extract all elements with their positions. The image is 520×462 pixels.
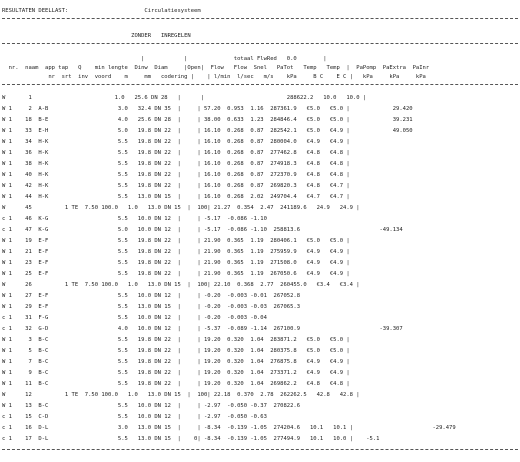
table-row: W 1 1.0 25.6 DN 28 | | 288622.2 10.0 10.0 | xyxy=(2,95,367,101)
table-row: W 26 1 TE 7.50 100.0 1.0 13.0 DN 15 | 100| 22.10 0.368 2.77 260455.0 €3.4 €3.4 | xyxy=(2,282,360,288)
table-row: W 12 1 TE 7.50 100.0 1.0 13.0 DN 15 | 100| 22.18 0.370 2.78 262262.5 42.8 42.8 | xyxy=(2,392,360,398)
table-row: W 1 3 B-C 5.5 19.8 DN 22 | | 19.20 0.320 1.04 283871.2 €5.0 €5.0 | xyxy=(2,337,350,343)
table-row: W 1 2 A-B 3.0 32.4 DN 35 | | 57.20 0.953 1.16 287361.9 €5.0 €5.0 | 29.420 xyxy=(2,106,413,112)
table-row: W 1 38 H-K 5.5 19.8 DN 22 | | 16.10 0.268 0.87 274918.3 €4.8 €4.8 | xyxy=(2,161,350,167)
table-row: W 1 40 H-K 5.5 19.8 DN 22 | | 16.10 0.268 0.87 272370.9 €4.8 €4.8 | xyxy=(2,172,350,178)
table-row: W 1 29 E-F 5.5 13.0 DN 15 | | -0.20 -0.003 -0.03 267065.3 xyxy=(2,304,301,310)
header-line: | | totaal FlwRed 0.0 | xyxy=(2,56,327,62)
table-row: W 1 13 B-C 5.5 10.0 DN 12 | | -2.97 -0.050 -0.37 270822.6 xyxy=(2,403,301,409)
header-line: nr srt inv voord m mm codering | | l/min l/sec m/s kPa B C E C | kPa kPa kPa xyxy=(2,74,426,80)
title-rule xyxy=(2,18,518,19)
subtitle-rule xyxy=(2,43,518,44)
table-row: c 1 46 K-G 5.5 10.0 DN 12 | | -5.17 -0.086 -1.10 xyxy=(2,216,267,222)
results-title-line: RESULTATEN DEELLAST: Circulatiesysteem xyxy=(2,8,201,14)
table-row: c 1 15 C-D 5.5 10.0 DN 12 | | -2.97 -0.050 -0.63 xyxy=(2,414,267,420)
table-row: c 1 47 K-G 5.0 10.0 DN 12 | | -5.17 -0.086 -1.10 258813.6 -49.134 xyxy=(2,227,403,233)
table-row: W 1 42 H-K 5.5 19.8 DN 22 | | 16.10 0.268 0.87 269820.3 €4.8 €4.7 | xyxy=(2,183,350,189)
table-row: W 1 11 B-C 5.5 19.8 DN 22 | | 19.20 0.320 1.04 269862.2 €4.8 €4.8 | xyxy=(2,381,350,387)
bottom-rule xyxy=(2,449,518,450)
table-row: W 1 44 H-K 5.5 13.0 DN 15 | | 16.10 0.268 2.02 249704.4 €4.7 €4.7 | xyxy=(2,194,350,200)
table-row: W 1 19 E-F 5.5 19.8 DN 22 | | 21.90 0.365 1.19 280406.1 €5.0 €5.0 | xyxy=(2,238,350,244)
table-row: W 1 33 E-H 5.0 19.8 DN 22 | | 16.10 0.268 0.87 282542.1 €5.0 €4.9 | 49.050 xyxy=(2,128,413,134)
table-row: W 1 5 B-C 5.5 19.8 DN 22 | | 19.20 0.320 1.04 280375.8 €5.0 €5.0 | xyxy=(2,348,350,354)
table-row: c 1 16 D-L 3.0 13.0 DN 15 | | -8.34 -0.139 -1.05 274204.6 10.1 10.1 | -29.479 xyxy=(2,425,456,431)
table-row: c 1 32 G-D 4.0 10.0 DN 12 | | -5.37 -0.089 -1.14 267100.9 -39.307 xyxy=(2,326,403,332)
table-row: W 1 7 B-C 5.5 19.8 DN 22 | | 19.20 0.320 1.04 276875.8 €4.9 €4.9 | xyxy=(2,359,350,365)
table-row: W 1 34 H-K 5.5 19.8 DN 22 | | 16.10 0.268 0.87 280004.0 €4.9 €4.9 | xyxy=(2,139,350,145)
table-row: W 1 18 B-E 4.0 25.6 DN 28 | | 38.00 0.633 1.23 284846.4 €5.0 €5.0 | 39.231 xyxy=(2,117,413,123)
table-row: W 1 9 B-C 5.5 19.8 DN 22 | | 19.20 0.320 1.04 273371.2 €4.9 €4.9 | xyxy=(2,370,350,376)
table-row: W 1 27 E-F 5.5 10.0 DN 12 | | -0.20 -0.003 -0.01 267052.8 xyxy=(2,293,301,299)
table-row: W 1 23 E-F 5.5 19.8 DN 22 | | 21.90 0.365 1.19 271508.0 €4.9 €4.9 | xyxy=(2,260,350,266)
table-row: W 1 36 H-K 5.5 19.8 DN 22 | | 16.10 0.268 0.87 277462.8 €4.8 €4.8 | xyxy=(2,150,350,156)
table-row: W 1 25 E-F 5.5 19.8 DN 22 | | 21.90 0.365 1.19 267050.6 €4.9 €4.9 | xyxy=(2,271,350,277)
calc-mode-line: ZONDER INREGELEN xyxy=(2,33,191,39)
table-row: W 1 21 E-F 5.5 19.8 DN 22 | | 21.90 0.365 1.19 275959.9 €4.9 €4.9 | xyxy=(2,249,350,255)
header-line: nr. naam app tap Q min lengte Dinw Diam |Open| Flow Flow Snel PaTot Temp Temp | PaPomp PaExtra PaInr xyxy=(2,65,430,71)
header-rule xyxy=(2,84,518,85)
table-row: c 1 17 D-L 5.5 13.0 DN 15 | 0| -8.34 -0.139 -1.05 277494.9 10.1 10.0 | -5.1 xyxy=(2,436,380,442)
table-row: W 45 1 TE 7.50 100.0 1.0 13.0 DN 15 | 100| 21.27 0.354 2.47 241189.6 24.9 24.9 | xyxy=(2,205,360,211)
table-row: c 1 31 F-G 5.5 10.0 DN 12 | | -0.20 -0.003 -0.04 xyxy=(2,315,267,321)
